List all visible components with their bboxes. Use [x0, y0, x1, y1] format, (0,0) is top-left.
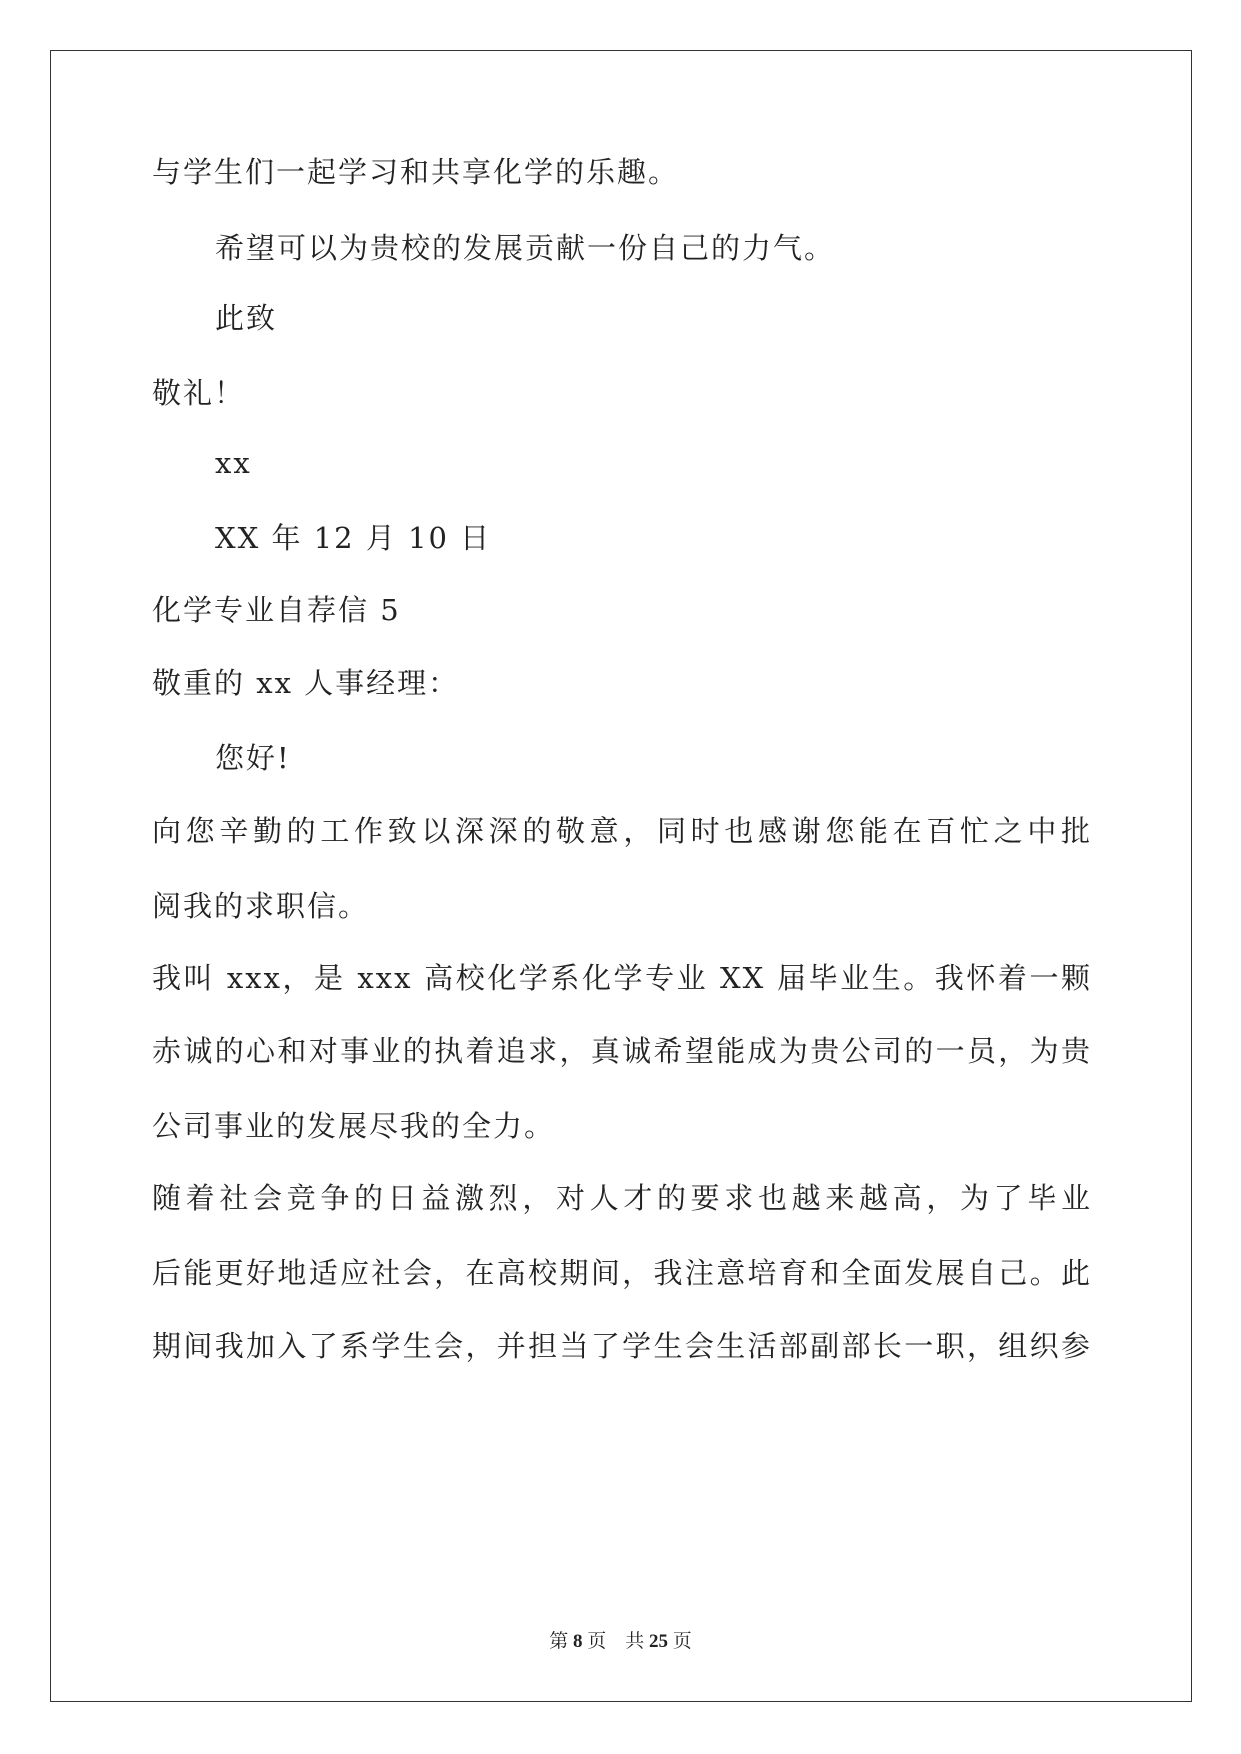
- paragraph-2-line-3: 公司事业的发展尽我的全力。: [152, 1109, 556, 1143]
- total-prefix: 共: [625, 1631, 645, 1652]
- paragraph-3-line-3: 期间我加入了系学生会，并担当了学生会生活部副部长一职，组织参: [152, 1329, 1092, 1363]
- section-title: 化学专业自荐信 5: [152, 593, 401, 627]
- page-unit: 页: [587, 1631, 607, 1652]
- page-footer: [0, 1630, 1241, 1654]
- paragraph-3-line-2: 后能更好地适应社会，在高校期间，我注意培育和全面发展自己。此: [152, 1256, 1092, 1290]
- body-line-1: 与学生们一起学习和共享化学的乐趣。: [152, 155, 680, 189]
- letter-greeting: 敬重的 xx 人事经理：: [152, 666, 460, 700]
- paragraph-1-line-2: 阅我的求职信。: [152, 889, 370, 923]
- signature-name: xx: [215, 446, 252, 480]
- letter-hello: 您好!: [215, 741, 291, 775]
- page-prefix: 第: [549, 1631, 569, 1652]
- page-current: 8: [572, 1631, 583, 1652]
- paragraph-2-line-1: 我叫 xxx，是 xxx 高校化学系化学专业 XX 届毕业生。我怀着一颗: [152, 961, 1092, 995]
- total-unit: 页: [672, 1631, 692, 1652]
- paragraph-1-line-1: 向您辛勤的工作致以深深的敬意，同时也感谢您能在百忙之中批: [152, 814, 1092, 848]
- body-line-2: 希望可以为贵校的发展贡献一份自己的力气。: [215, 231, 836, 265]
- page-total: 25: [649, 1631, 669, 1652]
- signature-date: XX 年 12 月 10 日: [215, 521, 492, 555]
- paragraph-2-line-2: 赤诚的心和对事业的执着追求，真诚希望能成为贵公司的一员，为贵: [152, 1034, 1092, 1068]
- closing-salutation: 此致: [215, 301, 278, 335]
- closing-respect: 敬礼！: [152, 376, 246, 410]
- paragraph-3-line-1: 随着社会竞争的日益激烈，对人才的要求也越来越高，为了毕业: [152, 1181, 1092, 1215]
- page-border: [50, 50, 1192, 1702]
